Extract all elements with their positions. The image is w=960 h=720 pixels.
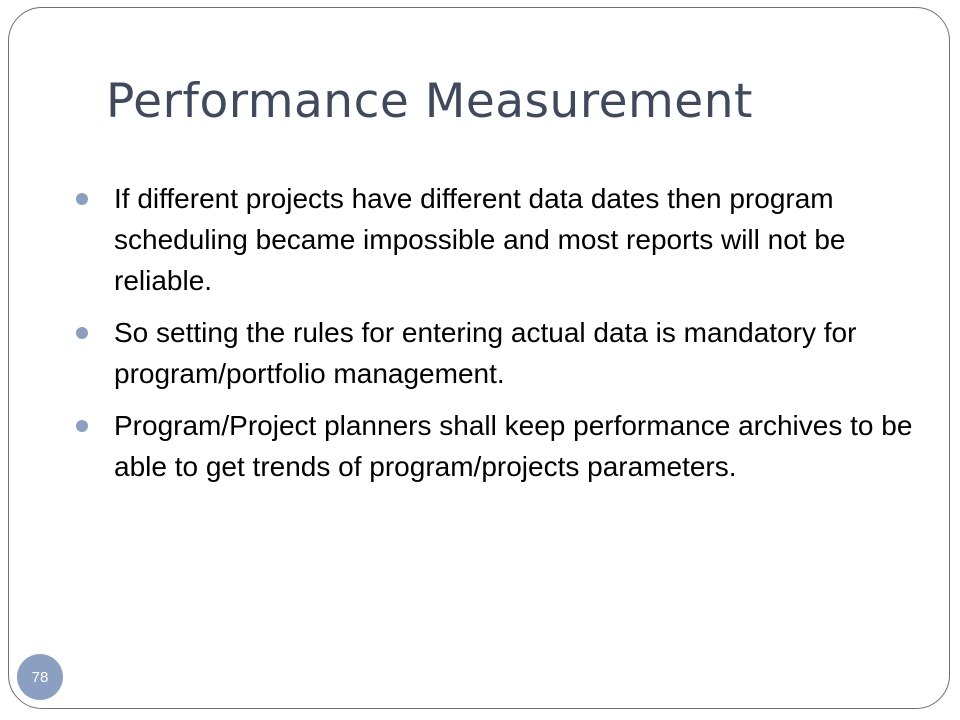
page-number: 78: [31, 668, 49, 686]
bullet-item: [76, 405, 926, 487]
bullet-text: So setting the rules for entering actual data is mandatory for program/portfolio management.: [114, 317, 857, 389]
bullet-list: [76, 178, 926, 498]
bullet-dot-icon: [76, 327, 88, 339]
page-number-badge: [17, 654, 63, 700]
bullet-item: [76, 312, 926, 394]
bullet-dot-icon: [76, 193, 88, 205]
bullet-text: If different projects have different data dates then program scheduling became impossible and most reports will not be reliable.: [114, 183, 846, 296]
bullet-text: Program/Project planners shall keep performance archives to be able to get trends of program/projects parameters.: [114, 410, 913, 482]
bullet-dot-icon: [76, 420, 88, 432]
bullet-item: [76, 178, 926, 301]
slide-title: Performance Measurement: [106, 74, 753, 129]
